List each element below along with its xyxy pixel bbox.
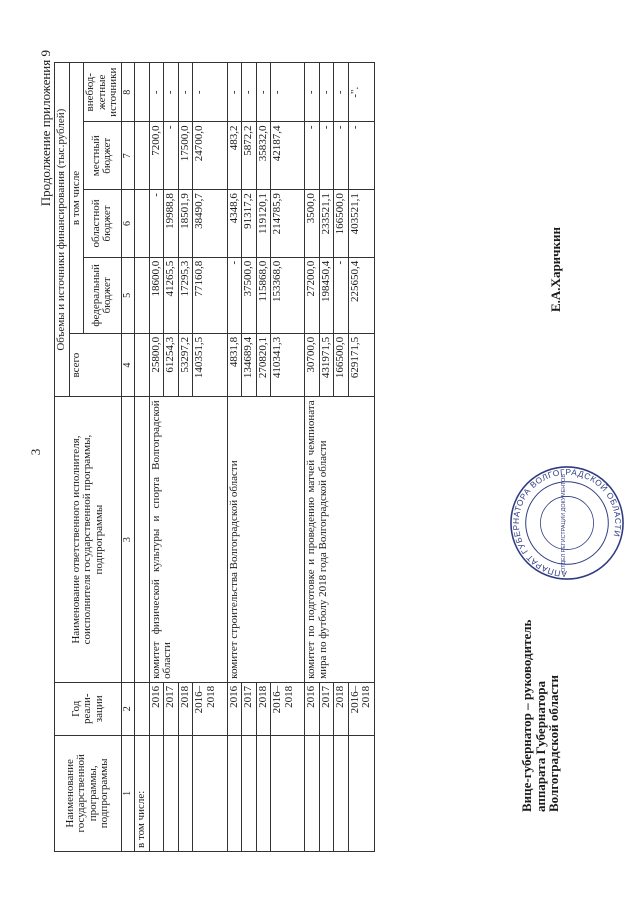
signature-block xyxy=(520,620,561,812)
local-cell: - xyxy=(305,122,320,190)
extra-cell: - xyxy=(242,63,257,122)
regional-cell: 19988,8 xyxy=(164,190,179,258)
extra-cell: - xyxy=(193,63,227,122)
program-cell xyxy=(334,735,349,851)
header-local: местный бюджет xyxy=(84,122,122,190)
regional-cell: 18501,9 xyxy=(178,190,193,258)
year-cell: 2018 xyxy=(256,682,271,735)
federal-cell: 77160,8 xyxy=(193,257,227,333)
total-cell: 166500,0 xyxy=(334,333,349,396)
table-row xyxy=(227,63,242,852)
local-cell: 483,2 xyxy=(227,122,242,190)
header-regional: областной бюджет xyxy=(84,190,122,258)
col-number: 6 xyxy=(121,190,135,258)
total-cell: 4831,8 xyxy=(227,333,242,396)
col-number: 3 xyxy=(121,397,135,682)
signature-line-1: Вице-губернатор – руководитель xyxy=(519,619,534,812)
total-cell: 25800,0 xyxy=(149,333,164,396)
local-cell: 5872,2 xyxy=(242,122,257,190)
col-number: 7 xyxy=(121,122,135,190)
total-cell: 61254,3 xyxy=(164,333,179,396)
federal-cell: 153368,0 xyxy=(271,257,305,333)
federal-cell: 18600,0 xyxy=(149,257,164,333)
header-including: в том числе xyxy=(69,63,84,334)
extra-cell: - xyxy=(164,63,179,122)
extra-cell: - xyxy=(149,63,164,122)
extra-cell: - xyxy=(227,63,242,122)
regional-cell: 91317,2 xyxy=(242,190,257,258)
program-cell xyxy=(305,735,320,851)
page-number: 3 xyxy=(28,448,43,456)
header-program: Наименование государственной программы, подпрограммы xyxy=(55,735,122,851)
funding-table xyxy=(54,62,375,852)
signature-line-3: Волгоградской области xyxy=(546,674,562,812)
local-cell: 7200,0 xyxy=(149,122,164,190)
subheading-row xyxy=(135,63,150,852)
year-cell: 2017 xyxy=(319,682,334,735)
program-cell xyxy=(242,735,257,851)
header-executor: Наименование ответственного исполнителя, соисполнителя государственной программы, подпрограммы xyxy=(55,397,122,682)
federal-cell: 225650,4 xyxy=(348,257,374,333)
year-cell: 2016 xyxy=(227,682,242,735)
program-cell xyxy=(256,735,271,851)
program-cell xyxy=(178,735,193,851)
header-funding: Объемы и источники финансирования (тыс.рублей) xyxy=(55,63,70,397)
col-number: 1 xyxy=(121,735,135,851)
total-cell: 431971,5 xyxy=(319,333,334,396)
program-cell xyxy=(227,735,242,851)
program-cell xyxy=(149,735,164,851)
signature-line-2: аппарата Губернатора xyxy=(532,680,548,812)
header-extra: внебюд-жетные источники xyxy=(84,63,122,122)
extra-cell: - xyxy=(178,63,193,122)
year-cell: 2018 xyxy=(334,682,349,735)
program-cell xyxy=(271,735,305,851)
federal-cell: 198450,4 xyxy=(319,257,334,333)
federal-cell: - xyxy=(334,257,349,333)
year-cell: 2018 xyxy=(178,682,193,735)
program-cell xyxy=(193,735,227,851)
federal-cell: - xyxy=(227,257,242,333)
year-cell: 2016 xyxy=(149,682,164,735)
year-cell: 2016–2018 xyxy=(348,682,374,735)
col-number: 4 xyxy=(121,333,135,396)
federal-cell: 41265,5 xyxy=(164,257,179,333)
federal-cell: 115868,0 xyxy=(256,257,271,333)
program-cell xyxy=(348,735,374,851)
regional-cell: 403521,1 xyxy=(348,190,374,258)
year-cell: 2017 xyxy=(164,682,179,735)
table-row xyxy=(305,63,320,852)
extra-cell: - xyxy=(319,63,334,122)
local-cell: 42187,4 xyxy=(271,122,305,190)
total-cell: 134689,4 xyxy=(242,333,257,396)
local-cell: 35832,0 xyxy=(256,122,271,190)
table-row xyxy=(149,63,164,852)
local-cell: - xyxy=(334,122,349,190)
official-seal xyxy=(508,464,626,582)
total-cell: 410341,3 xyxy=(271,333,305,396)
regional-cell: 233521,1 xyxy=(319,190,334,258)
regional-cell: 38490,7 xyxy=(193,190,227,258)
total-cell: 30700,0 xyxy=(305,333,320,396)
extra-cell: - xyxy=(334,63,349,122)
executor-cell: комитет по подготовке и проведению матчей чемпионата мира по футболу 2018 года Волгоградской области xyxy=(305,397,375,682)
regional-cell: 3500,0 xyxy=(305,190,320,258)
program-cell xyxy=(319,735,334,851)
extra-cell: - xyxy=(271,63,305,122)
year-cell: 2016–2018 xyxy=(271,682,305,735)
regional-cell: - xyxy=(149,190,164,258)
regional-cell: 119120,1 xyxy=(256,190,271,258)
program-cell xyxy=(164,735,179,851)
signatory-name: Е.А.Харичкин xyxy=(548,227,563,312)
executor-cell: комитет физической культуры и спорта Волгоградской области xyxy=(149,397,227,682)
total-cell: 270820,1 xyxy=(256,333,271,396)
table-body xyxy=(135,63,375,852)
header-year: Год реали-зации xyxy=(55,682,122,735)
seal-outer-text: АППАРАТ ГУБЕРНАТОРА ВОЛГОГРАДСКОЙ ОБЛАСТИ xyxy=(510,466,624,580)
federal-cell: 27200,0 xyxy=(305,257,320,333)
year-cell: 2017 xyxy=(242,682,257,735)
appendix-title: Продолжение приложения 9 xyxy=(38,50,53,207)
rotated-page xyxy=(20,32,624,872)
year-cell: 2016–2018 xyxy=(193,682,227,735)
header-row-1 xyxy=(55,63,70,852)
local-cell: - xyxy=(164,122,179,190)
total-cell: 629171,5 xyxy=(348,333,374,396)
year-cell: 2016 xyxy=(305,682,320,735)
regional-cell: 4348,6 xyxy=(227,190,242,258)
total-cell: 140351,5 xyxy=(193,333,227,396)
column-numbers-row xyxy=(121,63,135,852)
total-cell: 53297,2 xyxy=(178,333,193,396)
extra-cell: - xyxy=(256,63,271,122)
local-cell: 17500,0 xyxy=(178,122,193,190)
col-number: 8 xyxy=(121,63,135,122)
local-cell: - xyxy=(319,122,334,190)
local-cell: - xyxy=(348,122,374,190)
extra-cell: - xyxy=(305,63,320,122)
col-number: 5 xyxy=(121,257,135,333)
header-total: всего xyxy=(69,333,121,396)
extra-cell: -". xyxy=(348,63,374,122)
federal-cell: 37500,0 xyxy=(242,257,257,333)
header-federal: федеральный бюджет xyxy=(84,257,122,333)
regional-cell: 166500,0 xyxy=(334,190,349,258)
executor-cell: комитет строительства Волгоградской области xyxy=(227,397,305,682)
regional-cell: 214785,9 xyxy=(271,190,305,258)
subheading: в том числе: xyxy=(135,735,150,851)
local-cell: 24700,0 xyxy=(193,122,227,190)
col-number: 2 xyxy=(121,682,135,735)
federal-cell: 17295,3 xyxy=(178,257,193,333)
seal-inner-text: ОТДЕЛ РЕГИСТРАЦИИ ДОКУМЕНТОВ xyxy=(561,474,568,572)
